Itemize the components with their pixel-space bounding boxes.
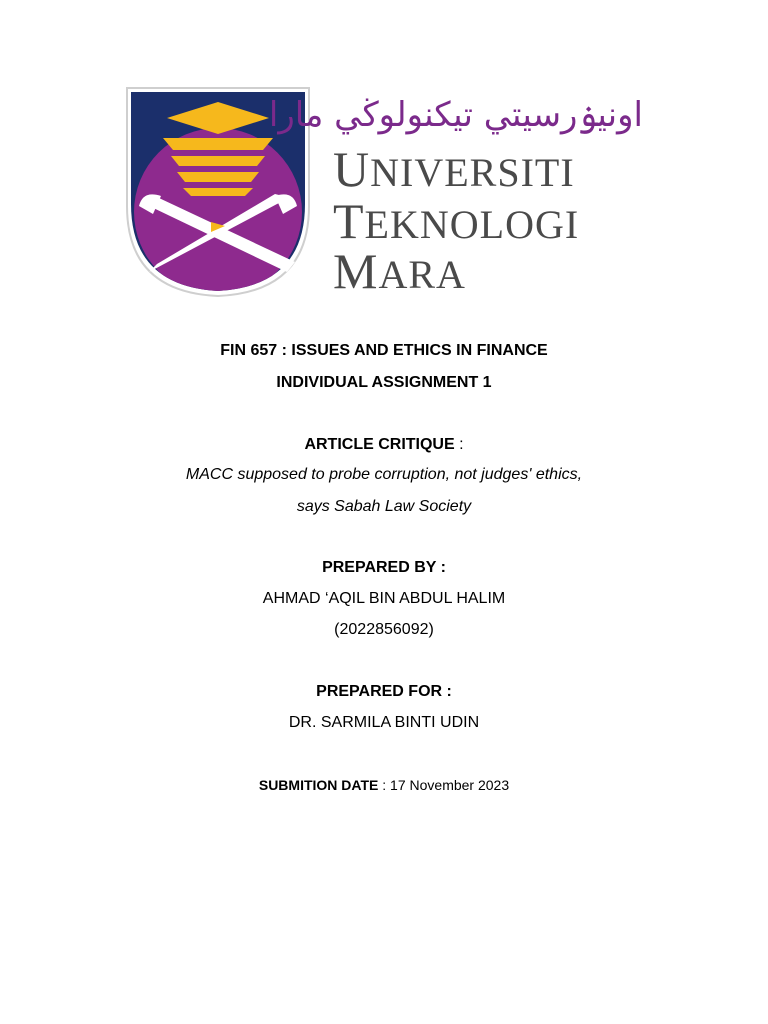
article-title-line1: MACC supposed to probe corruption, not judges' ethics, bbox=[185, 466, 583, 483]
university-wordmark bbox=[268, 86, 645, 299]
student-id: (2022856092) bbox=[334, 621, 434, 638]
submission-value: : 17 November 2023 bbox=[378, 777, 510, 793]
university-logo bbox=[125, 86, 645, 298]
lecturer-name: DR. SARMILA BINTI UDIN bbox=[288, 714, 480, 731]
assignment-title: INDIVIDUAL ASSIGNMENT 1 bbox=[276, 374, 492, 391]
article-critique-heading bbox=[0, 436, 768, 454]
article-title-line2: says Sabah Law Society bbox=[296, 498, 472, 515]
student-name: AHMAD ‘AQIL BIN ABDUL HALIM bbox=[262, 590, 506, 607]
name-line-teknologi: TEKNOLOGI bbox=[333, 193, 580, 249]
critique-separator: : bbox=[454, 436, 464, 453]
submission-label: SUBMITION DATE bbox=[258, 777, 379, 793]
name-line-mara: MARA bbox=[333, 243, 466, 299]
submission-date bbox=[0, 777, 768, 793]
prepared-by-label: PREPARED BY : bbox=[322, 559, 446, 576]
course-title: FIN 657 : ISSUES AND ETHICS IN FINANCE bbox=[220, 342, 548, 359]
jawi-name: اونيۏرسيتي تيکنولوڬي مارا bbox=[268, 95, 643, 135]
name-line-universiti: UNIVERSITI bbox=[333, 141, 575, 197]
prepared-for-label: PREPARED FOR : bbox=[316, 683, 452, 700]
critique-label: ARTICLE CRITIQUE bbox=[304, 436, 455, 453]
